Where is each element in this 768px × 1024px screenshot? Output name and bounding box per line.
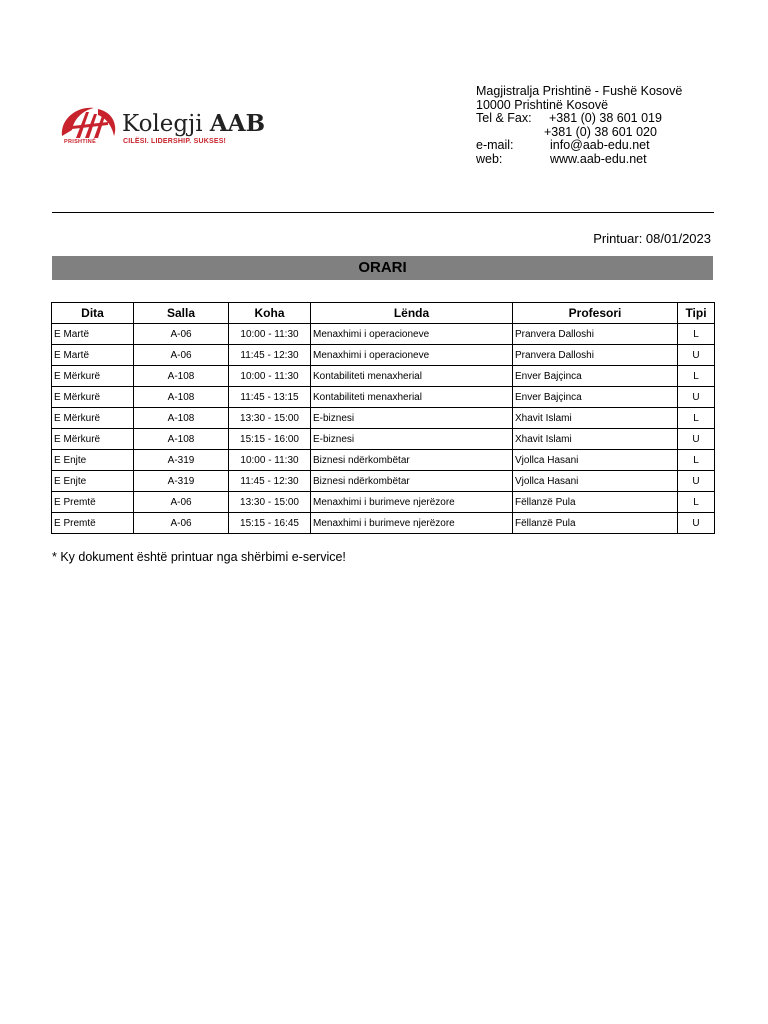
header-dita: Dita: [52, 303, 134, 324]
table-row: [52, 513, 715, 534]
schedule-table: [51, 302, 715, 534]
cell-course: Biznesi ndërkombëtar: [311, 471, 513, 492]
header-lenda: Lënda: [311, 303, 513, 324]
cell-type: U: [678, 387, 715, 408]
cell-professor: Pranvera Dalloshi: [513, 324, 678, 345]
logo-city-text: PRISHTINË: [64, 139, 97, 145]
cell-day: E Martë: [52, 324, 134, 345]
cell-professor: Pranvera Dalloshi: [513, 345, 678, 366]
cell-room: A-06: [134, 492, 229, 513]
cell-day: E Mërkurë: [52, 408, 134, 429]
cell-course: Kontabiliteti menaxherial: [311, 366, 513, 387]
email-label: e-mail:: [476, 138, 514, 152]
cell-type: U: [678, 513, 715, 534]
table-header-row: [52, 303, 715, 324]
cell-day: E Enjte: [52, 450, 134, 471]
logo-name-bold: AAB: [209, 110, 266, 137]
cell-course: Biznesi ndërkombëtar: [311, 450, 513, 471]
cell-professor: Xhavit Islami: [513, 408, 678, 429]
cell-day: E Martë: [52, 345, 134, 366]
cell-time: 11:45 - 12:30: [229, 471, 311, 492]
cell-day: E Mërkurë: [52, 366, 134, 387]
cell-type: L: [678, 408, 715, 429]
cell-course: Kontabiliteti menaxherial: [311, 387, 513, 408]
cell-type: L: [678, 492, 715, 513]
header-salla: Salla: [134, 303, 229, 324]
college-logo: [58, 100, 278, 156]
table-row: [52, 471, 715, 492]
cell-room: A-108: [134, 429, 229, 450]
tel-number-1: +381 (0) 38 601 019: [549, 111, 662, 125]
table-row: [52, 366, 715, 387]
tel-number-2: +381 (0) 38 601 020: [544, 124, 657, 139]
cell-professor: Vjollca Hasani: [513, 471, 678, 492]
cell-time: 15:15 - 16:00: [229, 429, 311, 450]
cell-course: E-biznesi: [311, 408, 513, 429]
cell-professor: Vjollca Hasani: [513, 450, 678, 471]
cell-type: L: [678, 324, 715, 345]
cell-time: 11:45 - 13:15: [229, 387, 311, 408]
address-line-1: Magjistralja Prishtinë - Fushë Kosovë: [476, 84, 683, 98]
cell-professor: Xhavit Islami: [513, 429, 678, 450]
web-value[interactable]: www.aab-edu.net: [550, 151, 647, 166]
cell-type: L: [678, 450, 715, 471]
table-row: [52, 429, 715, 450]
cell-course: E-biznesi: [311, 429, 513, 450]
cell-room: A-319: [134, 471, 229, 492]
logo-tagline: CILËSI. LIDERSHIP. SUKSES!: [123, 138, 227, 145]
page-title: ORARI: [52, 256, 713, 280]
cell-day: E Premtë: [52, 492, 134, 513]
email-value[interactable]: info@aab-edu.net: [550, 138, 650, 152]
cell-professor: Enver Bajçinca: [513, 366, 678, 387]
printed-date: Printuar: 08/01/2023: [593, 231, 711, 246]
cell-day: E Enjte: [52, 471, 134, 492]
cell-room: A-108: [134, 366, 229, 387]
table-row: [52, 387, 715, 408]
table-row: [52, 492, 715, 513]
cell-room: A-06: [134, 324, 229, 345]
cell-type: L: [678, 366, 715, 387]
cell-room: A-108: [134, 387, 229, 408]
header-tipi: Tipi: [678, 303, 715, 324]
cell-room: A-06: [134, 513, 229, 534]
cell-room: A-319: [134, 450, 229, 471]
table-row: [52, 408, 715, 429]
table-row: [52, 324, 715, 345]
cell-room: A-06: [134, 345, 229, 366]
cell-type: U: [678, 345, 715, 366]
cell-day: E Mërkurë: [52, 387, 134, 408]
header-profesori: Profesori: [513, 303, 678, 324]
web-label: web:: [476, 151, 503, 166]
cell-time: 10:00 - 11:30: [229, 324, 311, 345]
cell-day: E Mërkurë: [52, 429, 134, 450]
header-koha: Koha: [229, 303, 311, 324]
cell-course: Menaxhimi i burimeve njerëzore: [311, 492, 513, 513]
logo-name-regular: Kolegji: [122, 111, 203, 137]
header-divider: [52, 212, 714, 213]
table-row: [52, 345, 715, 366]
cell-time: 10:00 - 11:30: [229, 450, 311, 471]
cell-course: Menaxhimi i operacioneve: [311, 345, 513, 366]
logo-name: [122, 110, 265, 137]
cell-course: Menaxhimi i burimeve njerëzore: [311, 513, 513, 534]
cell-professor: Fëllanzë Pula: [513, 492, 678, 513]
cell-time: 15:15 - 16:45: [229, 513, 311, 534]
tel-label: Tel & Fax:: [476, 111, 532, 125]
cell-type: U: [678, 429, 715, 450]
cell-time: 13:30 - 15:00: [229, 408, 311, 429]
table-row: [52, 450, 715, 471]
address-line-2: 10000 Prishtinë Kosovë: [476, 97, 609, 112]
cell-time: 10:00 - 11:30: [229, 366, 311, 387]
cell-day: E Premtë: [52, 513, 134, 534]
cell-course: Menaxhimi i operacioneve: [311, 324, 513, 345]
cell-time: 13:30 - 15:00: [229, 492, 311, 513]
cell-room: A-108: [134, 408, 229, 429]
cell-time: 11:45 - 12:30: [229, 345, 311, 366]
cell-type: U: [678, 471, 715, 492]
cell-professor: Enver Bajçinca: [513, 387, 678, 408]
cell-professor: Fëllanzë Pula: [513, 513, 678, 534]
footnote: * Ky dokument është printuar nga shërbimi e-service!: [52, 550, 346, 564]
